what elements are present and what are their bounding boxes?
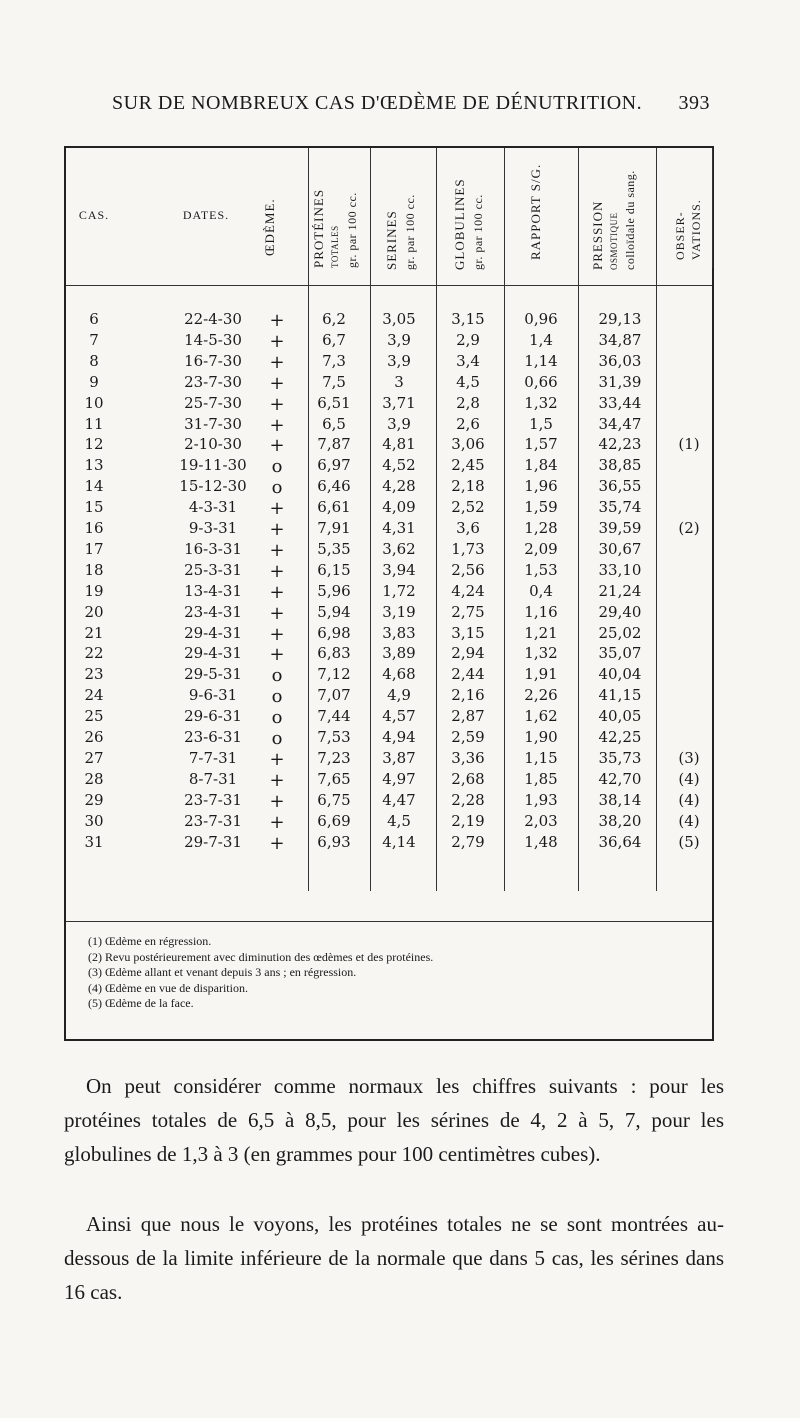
cell-rapport: 1,93 bbox=[524, 790, 558, 809]
cell-oedeme: + bbox=[269, 310, 285, 331]
table-row bbox=[66, 561, 712, 582]
cell-globulines: 2,79 bbox=[451, 832, 485, 851]
cell-rapport: 1,28 bbox=[524, 519, 558, 537]
table-row bbox=[66, 373, 712, 394]
cell-globulines: 2,19 bbox=[451, 811, 485, 830]
cell-cas: 31 bbox=[84, 832, 104, 851]
cell-pression: 30,67 bbox=[598, 539, 642, 558]
table-row bbox=[66, 644, 712, 665]
cell-globulines: 3,06 bbox=[451, 435, 485, 454]
cell-cas: 7 bbox=[89, 330, 99, 349]
cell-date: 29-4-31 bbox=[184, 644, 242, 663]
cell-globulines: 3,36 bbox=[451, 748, 485, 767]
cell-date: 22-4-30 bbox=[184, 310, 242, 328]
cell-date: 19-11-30 bbox=[179, 456, 247, 475]
cell-oedeme: + bbox=[269, 769, 285, 791]
cell-proteines: 5,96 bbox=[317, 581, 351, 600]
cell-oedeme: + bbox=[269, 414, 285, 436]
cell-serines: 4,52 bbox=[382, 456, 416, 475]
cell-cas: 28 bbox=[84, 769, 104, 788]
cell-serines: 4,31 bbox=[382, 519, 416, 537]
cell-cas: 15 bbox=[84, 498, 104, 517]
cell-date: 2-10-30 bbox=[184, 435, 242, 454]
cell-globulines: 2,8 bbox=[456, 393, 480, 412]
header-pression: PRESSION OSMOTIQUE colloïdale du sang. bbox=[590, 170, 637, 270]
cell-serines: 3,87 bbox=[382, 748, 416, 767]
cell-proteines: 6,75 bbox=[317, 790, 351, 809]
cell-cas: 8 bbox=[89, 351, 99, 370]
cell-rapport: 1,15 bbox=[524, 748, 558, 767]
cell-cas: 18 bbox=[84, 560, 104, 579]
cell-pression: 41,15 bbox=[598, 686, 642, 705]
cell-date: 9-3-31 bbox=[188, 519, 238, 537]
cell-pression: 36,55 bbox=[598, 477, 642, 496]
cell-pression: 40,04 bbox=[598, 665, 642, 684]
cell-date: 23-7-30 bbox=[184, 372, 242, 391]
cell-globulines: 2,52 bbox=[451, 498, 485, 517]
cell-serines: 3,83 bbox=[382, 623, 416, 642]
cell-serines: 1,72 bbox=[382, 581, 416, 600]
cell-oedeme: + bbox=[269, 498, 285, 520]
cell-oedeme: + bbox=[269, 560, 285, 582]
cell-globulines: 2,59 bbox=[451, 728, 485, 746]
cell-observation: (3) bbox=[678, 748, 700, 767]
table-row bbox=[66, 728, 712, 749]
table-row bbox=[66, 435, 712, 456]
footnote: (3) Œdème allant et venant depuis 3 ans ; en régression. bbox=[88, 965, 357, 979]
cell-serines: 4,94 bbox=[382, 728, 416, 746]
cell-proteines: 7,44 bbox=[317, 707, 351, 726]
table-row bbox=[66, 498, 712, 519]
cell-serines: 3,94 bbox=[382, 560, 416, 579]
cell-cas: 9 bbox=[89, 372, 99, 391]
cell-pression: 33,44 bbox=[598, 393, 642, 412]
cell-cas: 30 bbox=[84, 811, 104, 830]
cell-cas: 21 bbox=[84, 623, 104, 642]
cell-oedeme: o bbox=[271, 456, 283, 478]
cell-pression: 35,74 bbox=[598, 498, 642, 517]
cell-date: 15-12-30 bbox=[179, 477, 247, 496]
cell-proteines: 7,07 bbox=[317, 686, 351, 705]
table-row bbox=[66, 582, 712, 603]
cell-cas: 24 bbox=[84, 686, 104, 705]
running-head-title: SUR DE NOMBREUX CAS D'ŒDÈME DE DÉNUTRITION. bbox=[112, 92, 643, 114]
table-row bbox=[66, 791, 712, 812]
cell-rapport: 1,90 bbox=[524, 728, 558, 746]
table-row bbox=[66, 665, 712, 686]
table-row bbox=[66, 624, 712, 645]
header-globulines: GLOBULINES gr. par 100 cc. bbox=[452, 178, 485, 270]
cell-pression: 25,02 bbox=[598, 623, 642, 642]
cell-serines: 3,19 bbox=[382, 602, 416, 621]
cell-proteines: 6,98 bbox=[317, 623, 351, 642]
header-observations: OBSER-VATIONS. bbox=[673, 199, 703, 260]
cell-proteines: 7,12 bbox=[317, 665, 351, 684]
cell-serines: 4,09 bbox=[382, 498, 416, 517]
header-rule bbox=[66, 285, 712, 286]
cell-oedeme: + bbox=[269, 832, 285, 854]
footnote: (2) Revu postérieurement avec diminution des œdèmes et des protéines. bbox=[88, 949, 434, 964]
cell-serines: 4,5 bbox=[387, 811, 411, 830]
cell-serines: 4,57 bbox=[382, 707, 416, 726]
cell-rapport: 1,85 bbox=[524, 769, 558, 788]
cell-globulines: 4,5 bbox=[456, 372, 480, 391]
table-row bbox=[66, 310, 712, 331]
cell-date: 29-6-31 bbox=[184, 707, 242, 726]
cell-proteines: 6,2 bbox=[322, 310, 346, 328]
cell-globulines: 3,4 bbox=[456, 351, 480, 370]
cell-date: 29-5-31 bbox=[184, 665, 242, 684]
cell-rapport: 1,5 bbox=[529, 414, 553, 433]
cell-proteines: 6,51 bbox=[317, 393, 351, 412]
cell-pression: 36,03 bbox=[598, 351, 642, 370]
cell-globulines: 1,73 bbox=[451, 539, 485, 558]
cell-cas: 26 bbox=[84, 728, 104, 746]
table-row bbox=[66, 415, 712, 436]
cell-date: 16-7-30 bbox=[184, 351, 242, 370]
page-number: 393 bbox=[678, 92, 710, 114]
cell-proteines: 7,91 bbox=[317, 519, 351, 537]
cell-date: 29-7-31 bbox=[184, 832, 242, 851]
data-table bbox=[64, 146, 714, 1041]
footnotes bbox=[88, 934, 708, 1012]
cell-date: 23-7-31 bbox=[184, 790, 242, 809]
cell-date: 13-4-31 bbox=[184, 581, 242, 600]
cell-oedeme: + bbox=[269, 351, 285, 373]
cell-date: 29-4-31 bbox=[184, 623, 242, 642]
cell-date: 25-7-30 bbox=[184, 393, 242, 412]
cell-serines: 4,9 bbox=[387, 686, 411, 705]
cell-rapport: 1,21 bbox=[524, 623, 558, 642]
cell-serines: 4,68 bbox=[382, 665, 416, 684]
cell-cas: 17 bbox=[84, 539, 104, 558]
cell-proteines: 7,87 bbox=[317, 435, 351, 454]
cell-rapport: 1,16 bbox=[524, 602, 558, 621]
cell-rapport: 2,26 bbox=[524, 686, 558, 705]
header-serines: SERINES gr. par 100 cc. bbox=[384, 194, 417, 270]
cell-proteines: 7,5 bbox=[322, 372, 346, 391]
table-row bbox=[66, 352, 712, 373]
cell-date: 23-7-31 bbox=[184, 811, 242, 830]
footnote: (4) Œdème en vue de disparition. bbox=[88, 980, 248, 995]
cell-observation: (5) bbox=[678, 832, 700, 851]
cell-observation: (1) bbox=[678, 435, 700, 454]
cell-cas: 27 bbox=[84, 748, 104, 767]
header-dates: DATES. bbox=[182, 208, 230, 222]
table-row bbox=[66, 603, 712, 624]
cell-rapport: 1,32 bbox=[524, 644, 558, 663]
cell-oedeme: o bbox=[271, 686, 283, 708]
cell-serines: 4,14 bbox=[382, 832, 416, 851]
table-row bbox=[66, 749, 712, 770]
cell-cas: 25 bbox=[84, 707, 104, 726]
cell-serines: 4,97 bbox=[382, 769, 416, 788]
cell-observation: (4) bbox=[678, 790, 700, 809]
cell-proteines: 6,61 bbox=[317, 498, 351, 517]
cell-proteines: 6,97 bbox=[317, 456, 351, 475]
cell-proteines: 6,15 bbox=[317, 560, 351, 579]
cell-globulines: 3,15 bbox=[451, 310, 485, 328]
cell-proteines: 7,53 bbox=[317, 728, 351, 746]
cell-serines: 3,62 bbox=[382, 539, 416, 558]
cell-globulines: 2,6 bbox=[456, 414, 480, 433]
cell-oedeme: + bbox=[269, 539, 285, 561]
cell-pression: 33,10 bbox=[598, 560, 642, 579]
cell-date: 14-5-30 bbox=[184, 330, 242, 349]
cell-globulines: 2,94 bbox=[451, 644, 485, 663]
table-row bbox=[66, 770, 712, 791]
cell-observation: (4) bbox=[678, 769, 700, 788]
body-paragraph: On peut considérer comme normaux les chiffres suivants : pour les protéines totales de 6,5 à 8,5, pour les sérines de 4, 2 à 5, 7, pour les globulines de 1,3 à 3 (en grammes pour 100 centimètres cubes). bbox=[64, 1074, 724, 1166]
cell-rapport: 0,96 bbox=[524, 310, 558, 328]
cell-rapport: 1,59 bbox=[524, 498, 558, 517]
cell-globulines: 4,24 bbox=[451, 581, 485, 600]
cell-oedeme: + bbox=[269, 581, 285, 603]
cell-cas: 12 bbox=[84, 435, 104, 454]
table-row bbox=[66, 331, 712, 352]
notes-rule bbox=[66, 921, 712, 922]
cell-pression: 21,24 bbox=[598, 581, 642, 600]
cell-cas: 29 bbox=[84, 790, 104, 809]
cell-cas: 19 bbox=[84, 581, 104, 600]
cell-proteines: 6,7 bbox=[322, 330, 346, 349]
cell-globulines: 2,87 bbox=[451, 707, 485, 726]
cell-cas: 22 bbox=[84, 644, 104, 663]
table-row bbox=[66, 456, 712, 477]
cell-oedeme: + bbox=[269, 519, 285, 540]
cell-globulines: 2,18 bbox=[451, 477, 485, 496]
cell-cas: 20 bbox=[84, 602, 104, 621]
table-row bbox=[66, 812, 712, 833]
cell-globulines: 2,75 bbox=[451, 602, 485, 621]
table-row bbox=[66, 540, 712, 561]
cell-cas: 10 bbox=[84, 393, 104, 412]
cell-globulines: 3,15 bbox=[451, 623, 485, 642]
table-row bbox=[66, 519, 712, 540]
cell-pression: 34,47 bbox=[598, 414, 642, 433]
cell-oedeme: + bbox=[269, 372, 285, 394]
cell-oedeme: + bbox=[269, 644, 285, 666]
cell-rapport: 1,62 bbox=[524, 707, 558, 726]
cell-rapport: 1,57 bbox=[524, 435, 558, 454]
cell-oedeme: + bbox=[269, 330, 285, 352]
cell-rapport: 2,09 bbox=[524, 539, 558, 558]
cell-cas: 14 bbox=[84, 477, 104, 496]
cell-globulines: 3,6 bbox=[456, 519, 480, 537]
cell-oedeme: + bbox=[269, 435, 285, 457]
cell-oedeme: + bbox=[269, 602, 285, 624]
cell-pression: 29,40 bbox=[598, 602, 642, 621]
cell-oedeme: o bbox=[271, 728, 283, 749]
footnote: (5) Œdème de la face. bbox=[88, 996, 194, 1010]
cell-proteines: 7,23 bbox=[317, 748, 351, 767]
cell-date: 16-3-31 bbox=[184, 539, 242, 558]
cell-cas: 6 bbox=[89, 310, 99, 328]
header-proteines: PROTÉINES TOTALES gr. par 100 cc. bbox=[311, 188, 359, 268]
cell-oedeme: o bbox=[271, 477, 283, 499]
cell-oedeme: + bbox=[269, 790, 285, 812]
cell-pression: 29,13 bbox=[598, 310, 642, 328]
cell-rapport: 1,91 bbox=[524, 665, 558, 684]
cell-proteines: 6,83 bbox=[317, 644, 351, 663]
cell-pression: 42,25 bbox=[598, 728, 642, 746]
cell-rapport: 1,14 bbox=[524, 351, 558, 370]
cell-serines: 4,47 bbox=[382, 790, 416, 809]
cell-pression: 34,87 bbox=[598, 330, 642, 349]
cell-rapport: 1,32 bbox=[524, 393, 558, 412]
cell-observation: (4) bbox=[678, 811, 700, 830]
table-row bbox=[66, 833, 712, 854]
cell-serines: 3,71 bbox=[382, 393, 416, 412]
cell-pression: 35,07 bbox=[598, 644, 642, 663]
cell-pression: 31,39 bbox=[598, 372, 642, 391]
body-paragraph: Ainsi que nous le voyons, les protéines totales ne se sont montrées au-dessous de la limite inférieure de la normale que dans 5 cas, les sérines dans 16 cas. bbox=[64, 1212, 724, 1304]
cell-oedeme: + bbox=[269, 623, 285, 645]
cell-pression: 38,14 bbox=[598, 790, 642, 809]
cell-proteines: 6,5 bbox=[322, 414, 346, 433]
cell-oedeme: + bbox=[269, 393, 285, 415]
cell-observation: (2) bbox=[678, 519, 700, 537]
cell-globulines: 2,45 bbox=[451, 456, 485, 475]
cell-rapport: 1,53 bbox=[524, 560, 558, 579]
cell-cas: 16 bbox=[84, 519, 104, 537]
cell-serines: 3,9 bbox=[387, 330, 411, 349]
cell-pression: 36,64 bbox=[598, 832, 642, 851]
cell-pression: 38,85 bbox=[598, 456, 642, 475]
cell-pression: 42,23 bbox=[598, 435, 642, 454]
cell-globulines: 2,9 bbox=[456, 330, 480, 349]
cell-pression: 38,20 bbox=[598, 811, 642, 830]
cell-oedeme: o bbox=[271, 665, 283, 687]
cell-pression: 39,59 bbox=[598, 519, 642, 537]
cell-rapport: 1,96 bbox=[524, 477, 558, 496]
cell-date: 23-4-31 bbox=[184, 602, 242, 621]
col-divider bbox=[712, 148, 713, 268]
cell-rapport: 0,4 bbox=[529, 581, 553, 600]
cell-proteines: 7,3 bbox=[322, 351, 346, 370]
cell-date: 25-3-31 bbox=[184, 560, 242, 579]
cell-pression: 42,70 bbox=[598, 769, 642, 788]
cell-serines: 3 bbox=[394, 372, 404, 391]
cell-date: 9-6-31 bbox=[188, 686, 238, 705]
cell-rapport: 1,48 bbox=[524, 832, 558, 851]
cell-date: 23-6-31 bbox=[184, 728, 242, 746]
cell-pression: 35,73 bbox=[598, 748, 642, 767]
cell-pression: 40,05 bbox=[598, 707, 642, 726]
cell-date: 4-3-31 bbox=[188, 498, 238, 517]
cell-date: 8-7-31 bbox=[188, 769, 238, 788]
cell-proteines: 7,65 bbox=[317, 769, 351, 788]
cell-serines: 3,9 bbox=[387, 351, 411, 370]
cell-proteines: 5,94 bbox=[317, 602, 351, 621]
cell-serines: 3,9 bbox=[387, 414, 411, 433]
table-row bbox=[66, 394, 712, 415]
cell-serines: 4,28 bbox=[382, 477, 416, 496]
cell-cas: 11 bbox=[84, 414, 104, 433]
cell-rapport: 1,4 bbox=[529, 330, 553, 349]
cell-serines: 3,05 bbox=[382, 310, 416, 328]
cell-oedeme: + bbox=[269, 811, 285, 833]
cell-date: 7-7-31 bbox=[188, 748, 238, 767]
cell-serines: 4,81 bbox=[382, 435, 416, 454]
footnote: (1) Œdème en régression. bbox=[88, 934, 212, 948]
cell-proteines: 6,69 bbox=[317, 811, 351, 830]
cell-cas: 13 bbox=[84, 456, 104, 475]
header-cas: CAS. bbox=[78, 208, 110, 222]
header-rapport: RAPPORT S/G. bbox=[528, 163, 543, 260]
cell-globulines: 2,56 bbox=[451, 560, 485, 579]
cell-rapport: 0,66 bbox=[524, 372, 558, 391]
cell-date: 31-7-30 bbox=[184, 414, 242, 433]
cell-rapport: 1,84 bbox=[524, 456, 558, 475]
cell-proteines: 6,93 bbox=[317, 832, 351, 851]
cell-cas: 23 bbox=[84, 665, 104, 684]
cell-rapport: 2,03 bbox=[524, 811, 558, 830]
cell-oedeme: o bbox=[271, 707, 283, 729]
cell-proteines: 5,35 bbox=[317, 539, 351, 558]
cell-globulines: 2,44 bbox=[451, 665, 485, 684]
cell-serines: 3,89 bbox=[382, 644, 416, 663]
cell-globulines: 2,68 bbox=[451, 769, 485, 788]
cell-globulines: 2,16 bbox=[451, 686, 485, 705]
cell-globulines: 2,28 bbox=[451, 790, 485, 809]
table-row bbox=[66, 686, 712, 707]
cell-oedeme: + bbox=[269, 748, 285, 770]
table-row bbox=[66, 707, 712, 728]
cell-proteines: 6,46 bbox=[317, 477, 351, 496]
header-oedeme: ŒDÈME. bbox=[262, 198, 277, 256]
table-row bbox=[66, 477, 712, 498]
